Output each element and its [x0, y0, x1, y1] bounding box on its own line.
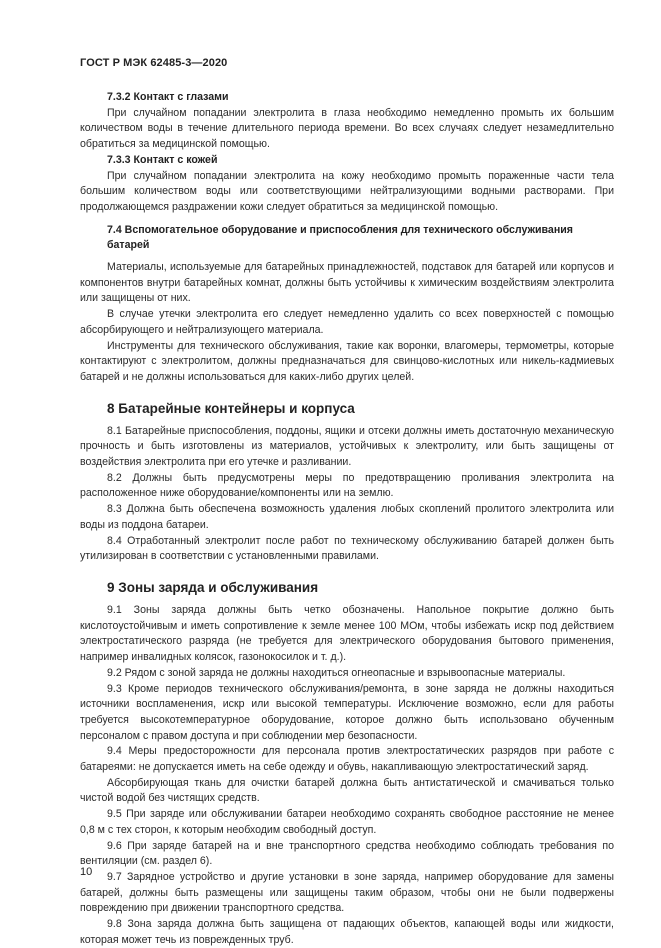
clause-8-1: 8.1 Батарейные приспособления, поддоны, ящики и отсеки должны иметь достаточную механическую прочность и быть изготовлены из материалов, устойчивых к электролиту, или быть защищены от воздействия электролита при его утечке и разливании.	[80, 424, 614, 469]
section-7-3-3-heading: 7.3.3 Контакт с кожей	[107, 153, 218, 166]
section-8-heading: 8 Батарейные контейнеры и корпуса	[107, 400, 355, 416]
clause-9-2: 9.2 Рядом с зоной заряда не должны находиться огнеопасные и взрывоопасные материалы.	[107, 666, 566, 679]
section-7-4-paragraph-1: Материалы, используемые для батарейных принадлежностей, подставок для батарей или корпусов и компонентов внутри батарейных комнат, должны быть устойчивы к химическим воздействиям электролита или защищены от них.	[80, 261, 614, 305]
section-9-heading: 9 Зоны заряда и обслуживания	[107, 579, 319, 595]
clause-9-5: 9.5 При заряде или обслуживании батареи необходимо сохранять свободное расстояние не менее 0,8 м с тех сторон, к которым необходим свободный доступ.	[80, 808, 614, 836]
clause-9-6: 9.6 При заряде батарей на и вне транспортного средства необходимо соблюдать требования по вентиляции (см. раздел 6).	[80, 839, 614, 868]
section-7-4-paragraph-3: Инструменты для технического обслуживания, такие как воронки, влагомеры, термометры, которые контактируют с электролитом, должны предназначаться для свинцово-кислотных или никель-кадмиевых батарей и не должны использоваться для каких-либо других целей.	[80, 339, 614, 383]
clause-9-7: 9.7 Зарядное устройство и другие установки в зоне заряда, например оборудование для замены батарей, должны быть размещены или защищены таким образом, чтобы они не были подвержены повреждению при движении транспортного средства.	[80, 870, 614, 915]
clause-8-4: 8.4 Отработанный электролит после работ по техническому обслуживанию батарей должен быть утилизирован в соответствии с установленными правилами.	[80, 534, 614, 563]
section-7-3-3-paragraph: При случайном попадании электролита на кожу необходимо промыть пораженные части тела большим количеством воды или соответствующими нейтрализующими водными растворами. При продолжающемся раздражении кожи следует обратиться за медицинской помощью.	[80, 169, 614, 213]
section-7-3-2-paragraph: При случайном попадании электролита в глаза необходимо немедленно промыть их большим количеством воды в течение длительного периода времени. Во всех случаях следует незамедлительно обратиться за медицинской помощью.	[80, 106, 614, 151]
clause-9-4: 9.4 Меры предосторожности для персонала против электростатических разрядов при работе с батареями: не допускается иметь на себе одежду и обувь, накапливающую электростатический заряд.	[80, 745, 614, 774]
clause-8-3: 8.3 Должна быть обеспечена возможность удаления любых скоплений пролитого электролита или воды из поддона батареи.	[80, 503, 614, 531]
section-7-3-2-heading: 7.3.2 Контакт с глазами	[107, 91, 229, 103]
clause-9-8: 9.8 Зона заряда должна быть защищена от падающих объектов, капающей воды или жидкости, которая может течь из поврежденных труб.	[80, 918, 614, 946]
clause-8-2: 8.2 Должны быть предусмотрены меры по предотвращению проливания электролита на расположенное ниже оборудование/компоненты или на землю.	[80, 471, 614, 500]
document-code-header: ГОСТ Р МЭК 62485-3—2020	[80, 57, 228, 69]
section-7-4-heading: 7.4 Вспомогательное оборудование и приспособления для технического обслуживания батарей	[107, 223, 573, 252]
clause-9-1: 9.1 Зоны заряда должны быть четко обозначены. Напольное покрытие должно быть кислотоустойчивым и иметь сопротивление к земле менее 100 МОм, чтобы избежать искр под действием электростатического разряда (не требуется для электрического оборудования бытового применения, например инвалидных колясок, газонокосилок и т. д.).	[80, 603, 614, 664]
clause-9-3: 9.3 Кроме периодов технического обслуживания/ремонта, в зоне заряда не должны находиться источники воспламенения, искр или высокой температуры. Исключение возможно, если для работы требуется высокотемпературное оборудование, которое должно быть использовано обученным персоналом с правом доступа и при соблюдении мер безопасности.	[80, 682, 614, 742]
page-number: 10	[80, 866, 93, 878]
clause-9-4-continued: Абсорбирующая ткань для очистки батарей должна быть антистатической и смачиваться только чистой водой без чистящих средств.	[80, 776, 614, 805]
section-7-4-paragraph-2: В случае утечки электролита его следует немедленно удалить со всех поверхностей с помощью абсорбирующего и нейтрализующего материала.	[80, 308, 614, 336]
page-content	[80, 90, 614, 948]
